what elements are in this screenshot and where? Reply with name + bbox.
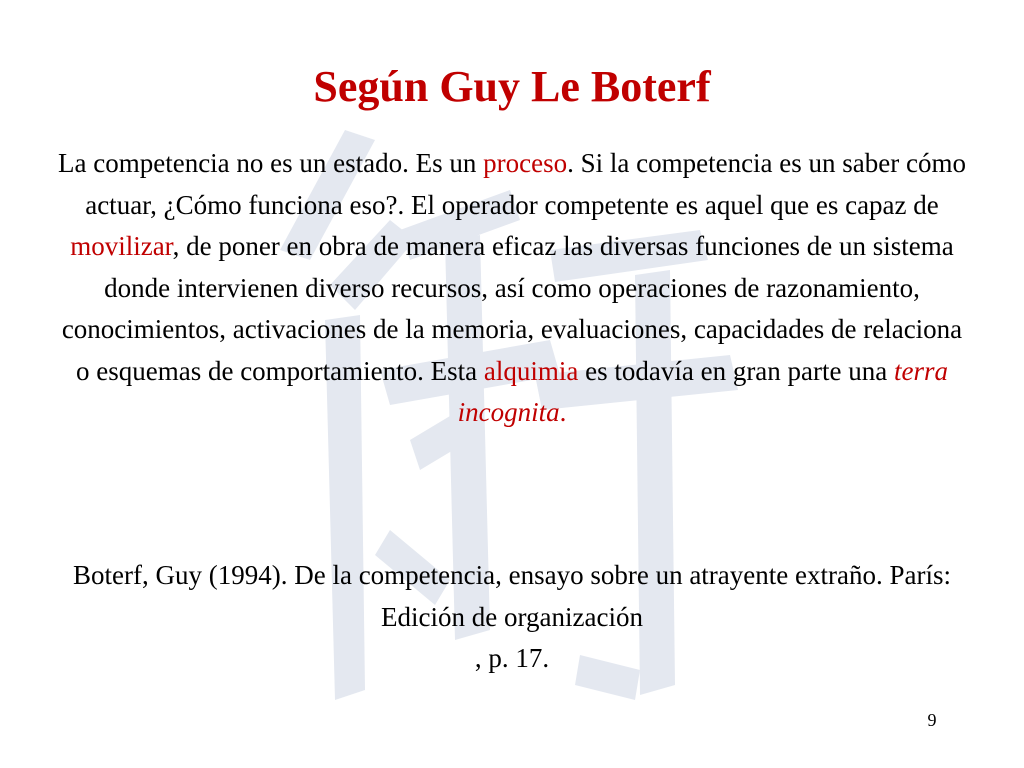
- body-text-run: , de poner en obra de manera eficaz las diversas funciones de un sistema donde intervienen diverso recursos, así como operaciones de razonamiento, conocimientos, activaciones de la memoria, evaluaciones, capacidades de relaciona o esquemas de comportamiento. Esta: [61, 231, 963, 386]
- slide-title: Según Guy Le Boterf: [313, 62, 711, 111]
- body-text-run: es todavía en gran parte una: [578, 355, 894, 386]
- citation-page: , p. 17.: [474, 643, 550, 673]
- body-emphasis: .: [559, 397, 567, 427]
- page-number: 9: [927, 710, 937, 730]
- body-emphasis: terra incognita: [457, 355, 948, 427]
- body-paragraph: [52, 143, 972, 434]
- body-emphasis: movilizar: [70, 231, 173, 261]
- citation-reference: Boterf, Guy (1994). De la competencia, ensayo sobre un atrayente extraño. París: Edición de organización: [73, 560, 951, 632]
- citation: [52, 555, 972, 680]
- body-text-run: . Si la competencia es un saber cómo actuar, ¿Cómo funciona eso?. El operador competente es aquel que es capaz de: [85, 148, 966, 220]
- body-emphasis: alquimia: [483, 355, 579, 386]
- body-emphasis: proceso: [483, 148, 568, 178]
- body-text-run: La competencia no es un estado. Es un: [58, 148, 484, 178]
